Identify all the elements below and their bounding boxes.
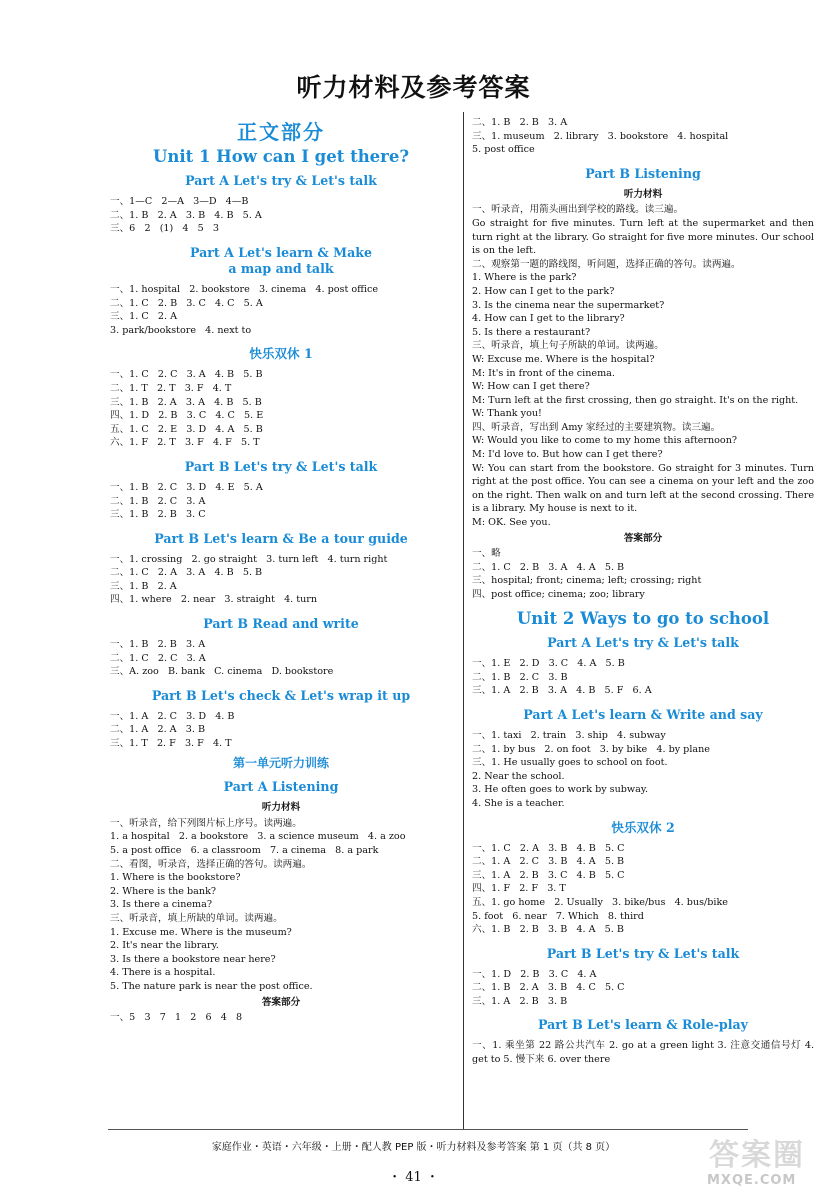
text-line: 六、1. B 2. B 3. B 4. A 5. B [472,924,624,936]
text-line: 一、听录音，用箭头画出到学校的路线。读三遍。 [472,204,684,216]
text-line: 三、1. A 2. B 3. C 4. B 5. C [472,869,625,881]
unit-2-blocks [472,635,814,1066]
text-line: 一、1. D 2. B 3. C 4. A [472,968,597,980]
text-line: 4. She is a teacher. [472,797,565,809]
answer-label: 答案部分 [261,996,301,1008]
text-line: Go straight for five minutes. Turn left at the supermarket and then turn right at the library. Go straight for five more minutes. Our school is on the left. [472,217,814,257]
text-line: 三、1. He usually goes to school on foot. [472,757,668,769]
unit-2-heading: Unit 2 Ways to go to school [516,608,770,628]
text-line: 一、1—C 2—A 3—D 4—B [110,196,249,208]
text-line: 一、1. A 2. C 3. D 4. B [110,710,235,722]
answer-lines [110,1011,452,1025]
text-line: 一、1. B 2. C 3. D 4. E 5. A [110,481,263,493]
material-label: 听力材料 [261,802,301,814]
text-line: 四、1. F 2. F 3. T [472,883,566,895]
part-heading: Part B Let's learn & Be a tour guide [154,530,408,546]
text-line: 一、1. B 2. B 3. A [110,639,206,651]
watermark-logo: 答案圈 [709,1138,805,1173]
text-line: 5. The nature park is near the post office. [110,980,313,992]
text-line: 一、1. C 2. A 3. B 4. B 5. C [472,842,625,854]
text-line: 4. How can I get to the library? [472,313,625,325]
watermark [703,1130,813,1190]
text-line: 二、看图，听录音，选择正确的答句。读两遍。 [110,858,312,870]
text-line: 3. He often goes to work by subway. [472,784,649,796]
part-heading: Part B Read and write [203,616,359,632]
text-line: 二、1. A 2. A 3. B [110,724,206,736]
text-line: 一、1. C 2. C 3. A 4. B 5. B [110,369,263,381]
page-number: ・ 41 ・ [388,1170,439,1185]
right-column [472,116,814,1067]
text-line: 二、1. C 2. A 3. A 4. B 5. B [110,567,263,579]
text-line: 三、1. B 2. A 3. A 4. B 5. B [110,396,262,408]
text-line: 一、听录音，给下列图片标上序号。读两遍。 [110,817,302,829]
listening-part-a: Part A Listening [223,779,339,795]
part-heading: Part B Let's check & Let's wrap it up [151,687,411,703]
text-line: 二、1. A 2. C 3. B 4. A 5. B [472,856,625,868]
unit-1-heading: Unit 1 How can I get there? [152,146,410,166]
text-line: 一、略 [472,548,501,560]
text-line: 5. a post office 6. a classroom 7. a cinema 8. a park [110,845,379,856]
column-divider [463,112,464,1130]
text-line: W: Would you like to come to my home this afternoon? [472,435,738,447]
text-line: 1. Excuse me. Where is the museum? [110,926,292,938]
text-line: 五、1. go home 2. Usually 3. bike/bus 4. bus/bike [472,896,728,908]
part-heading: Part B Let's try & Let's talk [184,458,378,474]
text-line: 二、1. B 2. A 3. B 4. C 5. C [472,982,625,994]
text-line: 一、5 3 7 1 2 6 4 8 [110,1012,243,1024]
text-line: 2. Near the school. [472,770,565,782]
material-label: 听力材料 [623,188,663,200]
text-line: 二、1. T 2. T 3. F 4. T [110,382,232,394]
text-line: 三、1. C 2. A [110,311,178,323]
text-line: M: It's in front of the cinema. [472,367,615,379]
text-line: 六、1. F 2. T 3. F 4. F 5. T [110,437,260,449]
text-line: 四、post office; cinema; zoo; library [472,589,645,600]
page-title: 听力材料及参考答案 [296,73,531,102]
text-line: W: How can I get there? [472,381,590,393]
text-line: 三、1. A 2. B 3. A 4. B 5. F 6. A [472,685,652,697]
part-heading: Part A Let's learn & Write and say [523,706,763,722]
part-heading: Part A Let's try & Let's talk [547,635,739,651]
text-line: 3. Is the cinema near the supermarket? [472,299,665,311]
answer-lines [472,547,814,601]
text-line: M: I'd love to. But how can I get there? [472,449,663,461]
text-line: 二、1. by bus 2. on foot 3. by bike 4. by plane [472,743,710,755]
text-line: 1. Where is the bookstore? [110,872,241,884]
text-line: 四、听录音，写出到 Amy 家经过的主要建筑物。读三遍。 [472,421,721,433]
text-line: 三、A. zoo B. bank C. cinema D. bookstore [110,666,334,678]
text-line: 四、1. where 2. near 3. straight 4. turn [110,594,318,606]
top-answers [472,116,814,157]
text-line: 二、1. B 2. A 3. B 4. B 5. A [110,209,262,221]
part-heading: 快乐双休 1 [249,346,313,362]
unit-test-heading: 第一单元听力训练 [232,755,329,770]
text-line: 四、1. D 2. B 3. C 4. C 5. E [110,410,264,422]
text-line: 三、1. B 2. A [110,580,177,592]
text-line: M: Turn left at the first crossing, then go straight. It's on the right. [472,394,799,406]
text-line: M: OK. See you. [472,517,551,529]
left-column [110,120,452,1025]
text-line: 三、听录音，填上所缺的单词。读两遍。 [110,912,283,924]
text-line: 一、1. taxi 2. train 3. ship 4. subway [472,729,666,741]
text-line: 3. Is there a cinema? [110,899,213,911]
text-line: W: Excuse me. Where is the hospital? [472,353,655,365]
text-line: 三、1. T 2. F 3. F 4. T [110,738,232,750]
answer-label: 答案部分 [623,532,663,544]
text-line: 二、1. B 2. C 3. B [472,671,568,683]
text-line: 一、1. E 2. D 3. C 4. A 5. B [472,658,625,670]
listening-part-b: Part B Listening [585,165,701,181]
part-heading: 快乐双休 2 [611,819,675,835]
text-line: 4. There is a hospital. [110,967,216,979]
text-line: 一、1. 乘坐第 22 路公共汽车 2. go at a green light 3. 注意交通信号灯 4. get to 5. 慢下来 6. over there [472,1040,814,1066]
page-footer: 家庭作业・英语・六年级・上册・配人教 PEP 版・听力材料及参考答案 第 1 页（共 8 页） [211,1142,616,1153]
text-line: W: You can start from the bookstore. Go straight for 3 minutes. Turn right at the post office. You can see a cinema on your left and the zoo on the right. Then walk on and turn left at the second crossing. There is a library. My house is next to it. [472,462,814,515]
text-line: 三、6 2 (1) 4 5 3 [110,223,220,235]
text-line: 二、观察第一题的路线图，听问题，选择正确的答句。读两遍。 [472,258,741,270]
part-heading: Part A Let's try & Let's talk [185,173,377,189]
text-line: 二、1. C 2. B 3. C 4. C 5. A [110,297,263,309]
part-heading: Part B Let's try & Let's talk [546,945,740,961]
text-line: 1. Where is the park? [472,272,577,284]
text-line: 3. Is there a bookstore near here? [110,953,276,965]
watermark-site: MXQE.COM [707,1173,797,1188]
text-line: 3. park/bookstore 4. next to [110,324,252,336]
text-line: 5. Is there a restaurant? [472,326,591,338]
text-line: 一、1. crossing 2. go straight 3. turn left 4. turn right [110,553,388,565]
text-line: 2. Where is the bank? [110,885,217,897]
text-line: 三、听录音，填上句子所缺的单词。读两遍。 [472,340,664,352]
text-line: 一、1. hospital 2. bookstore 3. cinema 4. post office [110,283,379,295]
text-line: 1. a hospital 2. a bookstore 3. a science museum 4. a zoo [110,831,406,843]
text-line: 5. post office [472,144,535,156]
part-heading: Part A Let's learn & Make a map and talk [189,244,373,276]
part-heading: Part B Let's learn & Role-play [537,1017,749,1033]
text-line: 三、1. A 2. B 3. B [472,995,568,1007]
text-line: 五、1. C 2. E 3. D 4. A 5. B [110,423,263,435]
unit-1-blocks [110,173,452,750]
footer-rule [108,1129,748,1130]
text-line: 二、1. C 2. B 3. A 4. A 5. B [472,561,625,573]
text-line: 2. It's near the library. [110,940,219,952]
text-line: 5. foot 6. near 7. Which 8. third [472,910,644,922]
section-heading: 正文部分 [237,120,325,144]
text-line: 三、hospital; front; cinema; left; crossing; right [472,575,702,587]
material-lines [472,203,814,529]
text-line: 三、1. museum 2. library 3. bookstore 4. hospital [472,130,729,142]
text-line: 2. How can I get to the park? [472,285,615,297]
text-line: W: Thank you! [472,408,542,420]
text-line: 二、1. B 2. C 3. A [110,495,206,507]
text-line: 二、1. C 2. C 3. A [110,652,206,664]
material-lines [110,817,452,994]
text-line: 二、1. B 2. B 3. A [472,117,568,128]
text-line: 三、1. B 2. B 3. C [110,509,206,521]
